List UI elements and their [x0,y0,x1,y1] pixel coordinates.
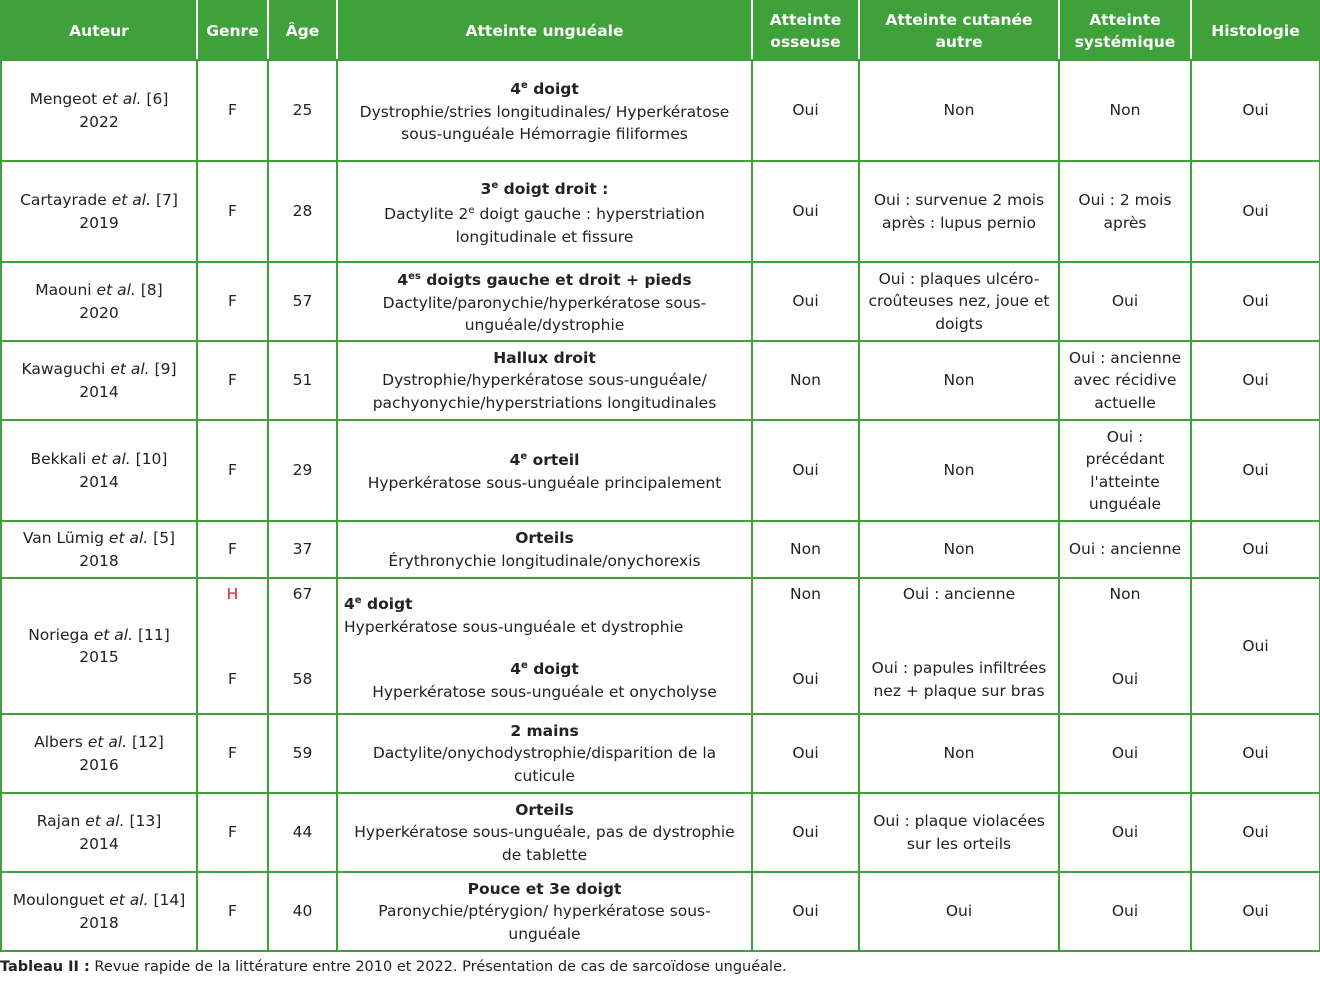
nail-description: Hyperkératose sous-unguéale principalement [367,474,722,493]
skin-value: Oui : papules infiltrées nez + plaque sur bras [871,659,1047,700]
author-year: 2020 [79,303,119,322]
bone-cell: Oui [752,262,859,341]
header-author: Auteur [1,1,197,60]
age-cell: 37 [268,521,337,578]
systemic-case-2 [1066,646,1184,713]
histology-cell: Oui [1191,872,1320,951]
histology-cell: Oui [1191,161,1320,262]
gender-cell: F [197,420,268,521]
nail-cell [337,161,752,262]
nail-description: Dactylite/onychodystrophie/disparition de la cuticule [372,744,717,785]
table-caption [0,959,787,975]
skin-cell [859,578,1059,714]
author-cell [1,793,197,872]
age-cell: 51 [268,341,337,420]
systemic-cell: Oui : précédant l'atteinte unguéale [1059,420,1191,521]
header-bone: Atteinte osseuse [752,1,859,60]
author-line [8,189,190,212]
skin-cell: Oui : plaque violacées sur les orteils [859,793,1059,872]
author-name: Noriega [28,625,89,644]
nail-title: Pouce et 3e doigt [467,879,622,898]
gender-case-1 [204,579,261,646]
gender-cell: F [197,60,268,161]
author-year: 2015 [79,648,119,666]
table-row [1,714,1320,793]
gender-value: H [226,585,239,603]
systemic-cell: Oui [1059,714,1191,793]
author-line [8,527,190,550]
author-line [8,88,190,111]
age-cell [268,578,337,714]
author-line [8,731,190,754]
author-etal: et al. [108,529,149,547]
author-ref: [7] [155,191,178,209]
nail-cell [337,420,752,521]
nail-cell [337,60,752,161]
author-cell [1,262,197,341]
nail-block [344,75,745,146]
author-cell [1,341,197,420]
table-row [1,60,1320,161]
author-ref: [11] [137,625,170,644]
histology-cell: Oui [1191,578,1320,714]
author-ref: [10] [135,450,168,468]
bone-case-1 [759,579,852,646]
nail-block [344,799,745,867]
bone-cell: Oui [752,60,859,161]
header-skin: Atteinte cutanée autre [859,1,1059,60]
author-year: 2019 [79,213,119,232]
age-cell: 28 [268,161,337,262]
nail-cell [337,714,752,793]
author-cell [1,521,197,578]
author-etal: et al. [110,360,150,378]
author-ref: [14] [153,891,186,909]
author-cell [1,420,197,521]
nail-title: 4e doigt [510,660,579,679]
skin-cell: Oui : survenue 2 mois après : lupus pernio [859,161,1059,262]
author-ref: [12] [132,733,164,751]
nail-title: 3e doigt droit : [480,179,609,198]
author-name: Albers [34,733,83,751]
skin-cell: Oui [859,872,1059,951]
author-cell [1,714,197,793]
header-systemic: Atteinte systémique [1059,1,1191,60]
nail-cell [337,521,752,578]
header-nail: Atteinte unguéale [337,1,752,60]
author-year: 2018 [79,913,119,932]
nail-block [344,266,745,337]
nail-block [344,446,745,494]
nail-description: Hyperkératose sous-unguéale, pas de dystrophie de tablette [354,823,735,864]
nail-case-1 [344,579,745,646]
author-year: 2014 [79,472,119,491]
gender-cell: F [197,793,268,872]
bone-value: Non [790,585,821,603]
author-cell [1,60,197,161]
bone-value: Oui [792,670,819,689]
systemic-cell: Oui : ancienne avec récidive actuelle [1059,341,1191,420]
author-etal: et al. [87,733,128,751]
skin-cell: Non [859,341,1059,420]
author-ref: [13] [129,812,162,830]
nail-block [344,175,745,249]
nail-title: Orteils [515,800,574,819]
author-year: 2016 [79,755,119,774]
histology-cell: Oui [1191,262,1320,341]
author-cell [1,872,197,951]
age-value: 58 [292,670,313,689]
age-value: 67 [292,585,313,603]
gender-cell [197,578,268,714]
systemic-cell: Oui : 2 mois après [1059,161,1191,262]
author-year: 2014 [79,834,119,853]
bone-cell: Oui [752,793,859,872]
author-name: Moulonguet [12,891,105,909]
age-case-2 [275,646,330,713]
author-etal: et al. [91,450,131,468]
author-cell [1,161,197,262]
nail-description: Dactylite 2e doigt gauche : hyperstriation longitudinale et fissure [384,205,705,246]
age-cell: 40 [268,872,337,951]
nail-description: Hyperkératose sous-unguéale et dystrophie [344,618,684,637]
bone-cell [752,578,859,714]
age-cell: 57 [268,262,337,341]
skin-cell: Non [859,521,1059,578]
gender-cell: F [197,262,268,341]
bone-cell: Oui [752,420,859,521]
nail-description: Dystrophie/stries longitudinales/ Hyperkératose sous-unguéale Hémorragie filiformes [359,102,730,144]
nail-block [344,347,745,415]
age-cell: 44 [268,793,337,872]
author-cell [1,578,197,714]
author-name: Cartayrade [20,191,107,209]
author-etal: et al. [93,625,134,644]
nail-cell [337,341,752,420]
nail-description: Paronychie/ptérygion/ hyperkératose sous-unguéale [378,902,711,943]
author-etal: et al. [111,191,151,209]
systemic-cell: Oui [1059,793,1191,872]
systemic-cell: Oui [1059,872,1191,951]
nail-title: 4e doigt [510,80,579,99]
bone-case-2 [759,646,852,713]
author-year: 2018 [79,551,119,570]
table-row [1,793,1320,872]
author-etal: et al. [109,891,149,909]
author-name: Kawaguchi [21,360,106,378]
nail-title: 2 mains [510,721,579,740]
nail-cell [337,578,752,714]
histology-cell: Oui [1191,714,1320,793]
skin-cell: Non [859,420,1059,521]
histology-cell: Oui [1191,521,1320,578]
bone-cell: Non [752,341,859,420]
nail-block [344,720,745,788]
bone-cell: Non [752,521,859,578]
author-ref: [9] [154,360,177,378]
gender-cell: F [197,714,268,793]
bone-cell: Oui [752,872,859,951]
gender-cell: F [197,161,268,262]
table-row [1,341,1320,420]
nail-description: Érythronychie longitudinale/onychorexis [388,551,701,570]
nail-description: Dactylite/paronychie/hyperkératose sous-unguéale/dystrophie [382,293,707,335]
header-gender: Genre [197,1,268,60]
author-line [8,889,190,912]
author-line [8,448,190,471]
caption-text: Revue rapide de la littérature entre 2010 et 2022. Présentation de cas de sarcoïdose unguéale. [94,959,787,975]
author-year: 2022 [79,112,119,131]
author-etal: et al. [85,812,125,830]
gender-cell: F [197,521,268,578]
gender-cell: F [197,872,268,951]
table-body [1,60,1320,951]
nail-case-2 [344,646,745,713]
histology-cell: Oui [1191,341,1320,420]
age-cell: 59 [268,714,337,793]
nail-block [344,527,745,572]
table-row [1,420,1320,521]
age-cell: 25 [268,60,337,161]
author-ref: [6] [146,90,169,108]
nail-block [344,878,745,946]
author-name: Rajan [36,812,81,830]
author-name: Mengeot [29,90,98,108]
author-ref: [8] [140,281,163,299]
gender-value: F [228,670,237,689]
author-year: 2014 [79,382,119,401]
table-row [1,262,1320,341]
histology-cell: Oui [1191,420,1320,521]
author-ref: [5] [153,529,176,547]
systemic-case-1 [1066,579,1184,646]
skin-cell: Oui : plaques ulcéro-croûteuses nez, joue et doigts [859,262,1059,341]
bone-cell: Oui [752,714,859,793]
table-row [1,872,1320,951]
gender-cell: F [197,341,268,420]
author-name: Bekkali [30,450,87,468]
nail-title: 4e orteil [509,451,580,470]
age-cell: 29 [268,420,337,521]
gender-case-2 [204,646,261,713]
author-line [8,358,190,381]
author-etal: et al. [102,90,142,108]
author-name: Maouni [35,281,92,299]
nail-cell [337,872,752,951]
systemic-cell [1059,578,1191,714]
skin-case-2 [866,646,1052,713]
author-line [8,810,190,833]
author-line [8,624,190,647]
skin-value: Oui : ancienne [902,585,1016,603]
histology-cell: Oui [1191,793,1320,872]
nail-title: Hallux droit [493,348,596,367]
histology-cell: Oui [1191,60,1320,161]
systemic-value: Oui [1111,670,1139,689]
header-age: Âge [268,1,337,60]
systemic-cell: Non [1059,60,1191,161]
nail-description: Dystrophie/hyperkératose sous-unguéale/ pachyonychie/hyperstriations longitudinales [372,371,717,412]
nail-title: Orteils [515,529,574,547]
table-row [1,161,1320,262]
nail-title: 4e doigt [344,595,413,614]
age-case-1 [275,579,330,646]
header-row [1,1,1320,60]
nail-cell [337,262,752,341]
author-line [8,279,190,302]
skin-case-1 [866,579,1052,646]
caption-label: Tableau II : [0,959,90,975]
table-row [1,521,1320,578]
systemic-value: Non [1109,585,1141,603]
skin-cell: Non [859,714,1059,793]
author-name: Van Lümig [22,529,104,547]
bone-cell: Oui [752,161,859,262]
systemic-cell: Oui [1059,262,1191,341]
nail-description: Hyperkératose sous-unguéale et onycholyse [372,683,717,702]
systemic-cell: Oui : ancienne [1059,521,1191,578]
nail-cell [337,793,752,872]
table-row-noriega [1,578,1320,714]
author-etal: et al. [96,281,136,299]
nail-title: $4^{es}$ doigts gauche et droit + pieds [397,271,692,290]
skin-cell: Non [859,60,1059,161]
header-histology: Histologie [1191,1,1320,60]
